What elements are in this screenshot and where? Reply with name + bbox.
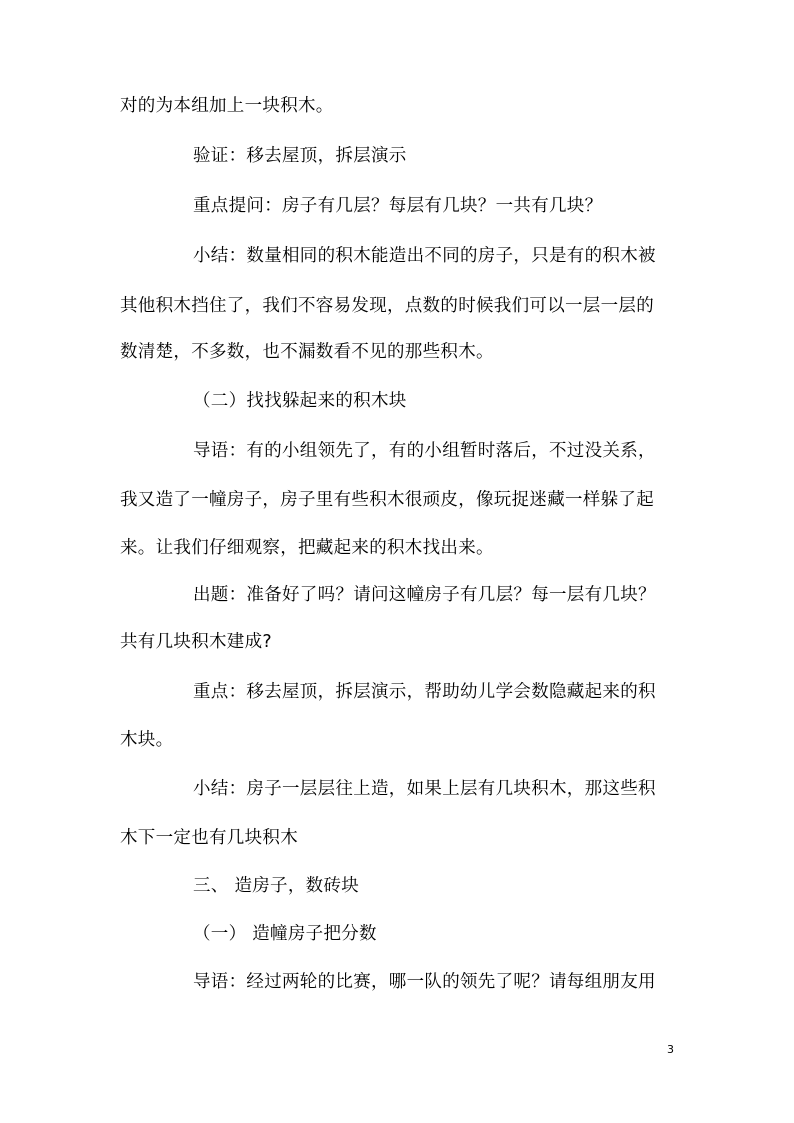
text-line-16: 木下一定也有几块积木 (120, 828, 298, 848)
text-line-11: 出题：准备好了吗？请问这幢房子有几层？每一层有几块？ (193, 585, 656, 605)
text-line-2: 验证：移去屋顶，拆层演示 (193, 146, 407, 166)
text-line-7: （二）找找躲起来的积木块 (193, 391, 407, 411)
text-line-10: 来。让我们仔细观察，把藏起来的积木找出来。 (120, 538, 494, 558)
text-line-3: 重点提问：房子有几层？每层有几块？一共有几块？ (193, 196, 603, 216)
text-line-1: 对的为本组加上一块积木。 (120, 96, 334, 116)
text-line-14: 木块。 (120, 730, 174, 750)
text-line-13: 重点：移去屋顶，拆层演示，帮助幼儿学会数隐藏起来的积 (193, 682, 656, 702)
text-line-5: 其他积木挡住了，我们不容易发现，点数的时候我们可以一层一层的 (120, 296, 654, 316)
text-line-4: 小结：数量相同的积木能造出不同的房子，只是有的积木被 (193, 246, 656, 266)
text-line-18: （一） 造幢房子把分数 (193, 924, 377, 944)
page-number: 3 (667, 1043, 674, 1056)
text-line-6: 数清楚，不多数，也不漏数看不见的那些积木。 (120, 342, 494, 362)
text-line-17: 三、 造房子，数砖块 (193, 876, 360, 896)
text-line-19: 导语：经过两轮的比赛，哪一队的领先了呢？请每组朋友用 (193, 972, 656, 992)
text-line-9: 我又造了一幢房子，房子里有些积木很顽皮，像玩捉迷藏一样躲了起 (120, 490, 654, 510)
text-line-12: 共有几块积木建成? (120, 632, 272, 652)
text-line-8: 导语：有的小组领先了，有的小组暂时落后，不过没关系， (193, 441, 656, 461)
text-line-15: 小结：房子一层层往上造，如果上层有几块积木，那这些积 (193, 779, 656, 799)
